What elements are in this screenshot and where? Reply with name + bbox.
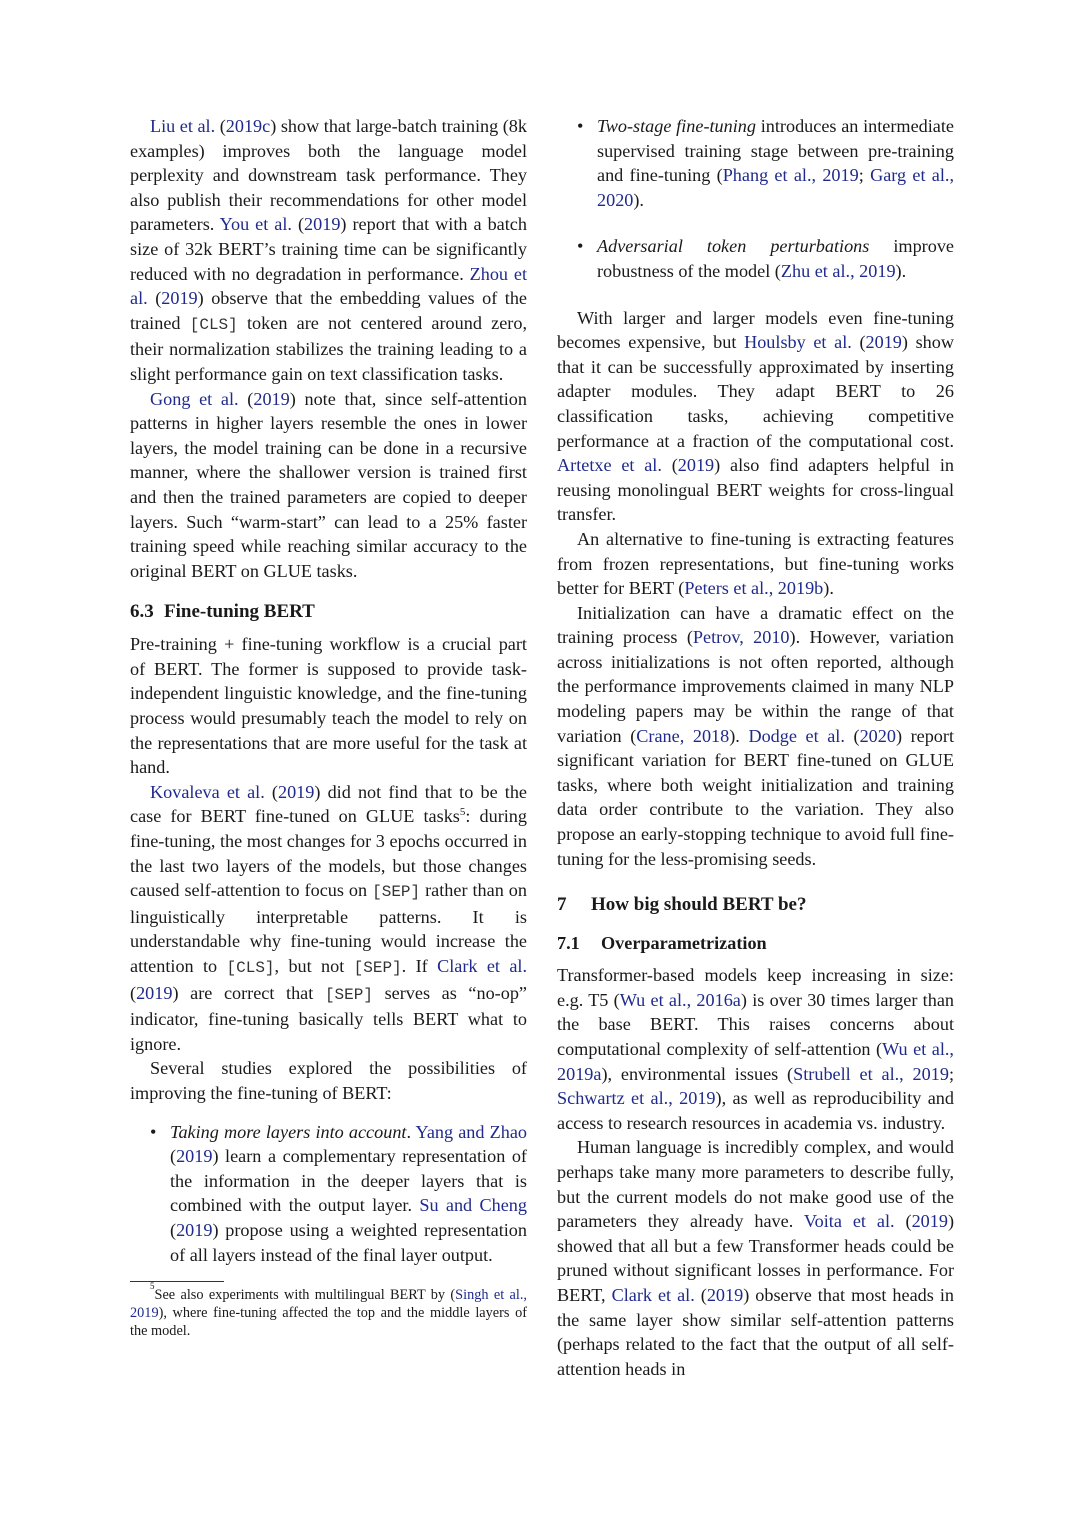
text: are correct that — [178, 982, 325, 1003]
text: ). — [729, 725, 749, 746]
paragraph-model-size — [557, 963, 954, 1135]
citation-link[interactable]: Crane, 2018 — [636, 725, 730, 746]
citation-year-link[interactable]: 2019 — [677, 455, 715, 476]
text: ; — [858, 165, 871, 186]
section-heading-6-3 — [130, 600, 527, 624]
text: . If — [401, 956, 438, 976]
citation-link[interactable]: Strubell et al., 2019 — [793, 1063, 949, 1084]
paragraph-adapters: With larger and larger models even fine-tuning becomes expensive, but Houlsby et al. (2019) show that it can be successfully approximated by inserting adapter modules. They adapt BERT to 26 classification tasks, achieving competitive performance at a fraction of the computational cost. Artetxe et al. (2019) also find adapters helpful in reusing monolingual BERT weights for cross-lingual transfer. — [557, 307, 954, 525]
text: token are not centered around zero, their normalization stabilizes the training leading to a slight performance gain on text classification tasks. — [130, 312, 527, 384]
citation-link[interactable]: Clark et al. — [611, 1284, 695, 1305]
text: Initialization can have a dramatic effect on the training process ( — [557, 602, 954, 648]
citation-link[interactable]: Kovaleva et al. — [150, 781, 265, 802]
citation-year-link[interactable]: 2019 — [706, 1284, 744, 1305]
section-title: Overparametrization — [601, 933, 767, 954]
text: ). However, variation across initializations is not often reported, although the performance improvements claimed in many NLP modeling papers may be within the range of that variation ( — [557, 627, 954, 746]
paragraph-large-batch: Liu et al. (2019c) show that large-batch training (8k examples) improves both the language model perplexity and downstream task performance. They also publish their recommendations for other model parameters. You et al. (2019) report that with a batch size of 32k BERT’s training time can be significantly reduced with no degradation in performance. Zhou et al. (2019) observe that the embedding values of the trained [CLS] token are not centered around zero, their normalization stabilizes the training leading to a slight performance gain on text classification tasks. — [130, 116, 527, 384]
bullet-icon: • — [577, 116, 584, 136]
section-title: Fine-tuning BERT — [164, 601, 315, 623]
footnote-marker[interactable]: 5 — [459, 806, 466, 819]
text: An alternative to fine-tuning is extracting features from frozen representations, but fine-tuning works better for BERT ( — [557, 528, 954, 599]
section-heading-7-1 — [557, 931, 954, 955]
citation-year-link[interactable]: 2019 — [304, 214, 341, 235]
text: introduces an intermediate supervised training stage between pre-training and fine-tuning ( — [597, 116, 954, 186]
citation-year-link[interactable]: 2019 — [176, 1219, 213, 1240]
bullet-item-two-stage — [557, 114, 954, 212]
citation-link[interactable]: Peters et al., 2019b — [684, 578, 824, 599]
text: ; — [948, 1063, 954, 1084]
text: show that it can be successfully approximated by inserting adapter modules. They adapt BERT to 26 classification tasks, achieving competitive performance at a fraction of the computational cost. — [557, 332, 954, 451]
text: Human language is incredibly complex, and would perhaps take many more parameters to describe fully, but the current models do not make good use of the parameters they already have. — [557, 1137, 954, 1232]
token-code: [CLS] — [189, 315, 238, 334]
emphasis-text: Adversarial token perturbations — [597, 236, 870, 257]
paragraph-initialization: Initialization can have a dramatic effect on the training process (Petrov, 2010). However, variation across initializations is not often reported, although the performance improvements claimed in many NLP modeling papers may be within the range of that variation (Crane, 2018). Dodge et al. (2020) report significant variation for BERT fine-tuned on GLUE tasks, where both weight initialization and training data order contribute to the variation. They also propose an early-stopping technique to avoid full fine-tuning for the less-promising seeds. — [557, 602, 955, 869]
text: , but not — [274, 956, 354, 976]
section-title: How big should BERT be? — [591, 894, 807, 916]
text: also find adapters helpful in reusing monolingual BERT weights for cross-lingual transfer. — [557, 455, 954, 525]
text: observe that the embedding values of the trained — [130, 288, 527, 333]
bullet-item-adversarial — [557, 234, 954, 283]
citation-link[interactable]: Clark et al. — [437, 956, 527, 976]
footnote-number: 5 — [150, 1281, 155, 1292]
text: With larger and larger models even fine-tuning becomes expensive, but — [557, 307, 954, 353]
paragraph-studies-intro: Several studies explored the possibilities of improving the fine-tuning of BERT: — [130, 1058, 527, 1103]
citation-link[interactable]: Yang and Zhao — [415, 1121, 528, 1142]
text: ), as well as reproducibility and access to research resources in academia vs. industry. — [557, 1088, 954, 1133]
text: See also experiments with multilingual BERT by ( — [154, 1287, 456, 1304]
citation-link[interactable]: Zhou et al. — [130, 263, 527, 309]
right-column — [557, 114, 954, 1381]
text: serves as “no-op” indicator, fine-tuning basically tells BERT what to ignore. — [130, 982, 527, 1054]
citation-link[interactable]: Zhu et al., 2019 — [780, 260, 896, 281]
text: did not find that to be the case for BERT fine-tuned on GLUE tasks — [130, 781, 528, 827]
text: report that with a batch size of 32k BERT’s training time can be significantly reduced with no degradation in performance. — [130, 214, 527, 284]
citation-year-link[interactable]: 2020 — [859, 725, 896, 746]
citation-link[interactable]: Gong et al. — [150, 388, 239, 409]
citation-year-link[interactable]: 2019 — [136, 982, 173, 1003]
citation-link[interactable]: Singh et al., 2019 — [130, 1287, 527, 1322]
citation-link[interactable]: Su and Cheng — [419, 1195, 527, 1216]
footnote-divider — [130, 1281, 224, 1282]
left-column — [130, 114, 527, 1340]
text: showed that all but a few Transformer heads could be pruned without significant losses in performance. For BERT, — [557, 1235, 954, 1305]
emphasis-text: Taking more layers into account — [170, 1121, 407, 1142]
citation-link[interactable]: Artetxe et al. — [557, 455, 662, 476]
bullet-list — [130, 1120, 527, 1268]
paragraph-frozen-features — [557, 527, 954, 601]
section-number: 7 — [557, 894, 567, 916]
footnote-5 — [130, 1281, 527, 1340]
citation-link[interactable]: Wu et al., 2019a — [557, 1039, 954, 1084]
text: ), environmental issues ( — [601, 1063, 794, 1084]
token-code: [SEP] — [372, 883, 421, 902]
text: observe that most heads in the same layer show similar self-attention patterns (perhaps related to the fact that the output of all self-attention heads in — [557, 1284, 954, 1379]
citation-link[interactable]: Wu et al., 2016a — [619, 989, 741, 1010]
citation-year-link[interactable]: 2019 — [277, 781, 315, 802]
citation-link[interactable]: Dodge et al. — [748, 725, 845, 746]
paragraph-pretraining-workflow: Pre-training + fine-tuning workflow is a crucial part of BERT. The former is supposed to provide task-independent linguistic knowledge, and the fine-tuning process would presumably teach the model to rely on the representations that are more useful for the task at hand. — [130, 634, 527, 778]
citation-year-link[interactable]: 2019 — [253, 388, 290, 409]
citation-year-link[interactable]: 2019c — [225, 116, 271, 136]
text: ). — [633, 189, 644, 210]
citation-year-link[interactable]: 2019 — [161, 288, 198, 309]
citation-link[interactable]: Schwartz et al., 2019 — [557, 1088, 716, 1109]
section-heading-7 — [557, 893, 954, 917]
token-code: [SEP] — [353, 959, 402, 977]
paragraph-kovaleva: Kovaleva et al. (2019) did not find that to be the case for BERT fine-tuned on GLUE tasks$^5$: during fine-tuning, the most changes for 3 epochs occurred in the last two layers of the models, but those changes caused self-attention to focus on [SEP] rather than on linguistically interpretable patterns. It is understandable why fine-tuning would increase the attention to [CLS], but not [SEP]. If Clark et al. (2019) are correct that [SEP] serves as “no-op” indicator, fine-tuning basically tells BERT what to ignore. — [130, 781, 528, 1054]
text: report significant variation for BERT fine-tuned on GLUE tasks, where both weight initialization and training data order contribute to the variation. They also propose an early-stopping technique to avoid full fine-tuning for the less-promising seeds. — [557, 725, 955, 869]
text: learn a complementary representation of the information in the deeper layers that is combined with the output layer. — [170, 1146, 527, 1216]
citation-year-link[interactable]: 2019 — [865, 332, 902, 353]
bullet-item-more-layers: • Taking more layers into account. Yang and Zhao (2019) learn a complementary representation of the information in the deeper layers that is combined with the output layer. Su and Cheng (2019) propose using a weighted representation of all layers instead of the final layer output. — [150, 1121, 528, 1265]
citation-year-link[interactable]: 2019 — [176, 1146, 213, 1167]
text: . — [406, 1121, 416, 1142]
section-number: 6.3 — [130, 601, 154, 623]
text: ). — [823, 578, 834, 599]
citation-link[interactable]: Houlsby et al. — [744, 332, 852, 353]
token-code: [SEP] — [324, 985, 373, 1004]
text: propose using a weighted representation of all layers instead of the final layer output. — [170, 1219, 527, 1265]
text: ) is over 30 times larger than the base BERT. This raises concerns about computational complexity of self-attention ( — [557, 989, 954, 1059]
text: ), where fine-tuning affected the top and the middle layers of the model. — [130, 1305, 527, 1340]
bullet-icon: • — [150, 1121, 157, 1142]
text: : during fine-tuning, the most changes for 3 epochs occurred in the last two layers of the models, but those changes caused self-attention to focus on — [130, 806, 527, 901]
citation-link[interactable]: Phang et al., 2019 — [722, 165, 859, 186]
text: show that large-batch training (8k examples) improves both the language model perplexity and downstream task performance. They also publish their recommendations for other model parameters. — [130, 116, 527, 235]
citation-link[interactable]: Garg et al., 2020 — [597, 165, 954, 210]
text: rather than on linguistically interpretable patterns. It is understandable why fine-tuning would increase the attention to — [130, 880, 527, 976]
bullet-icon: • — [577, 236, 584, 257]
text: Transformer-based models keep increasing in size: e.g. T5 ( — [557, 965, 954, 1010]
paragraph-human-language: Human language is incredibly complex, and would perhaps take many more parameters to describe fully, but the current models do not make good use of the parameters they already have. Voita et al. (2019) showed that all but a few Transformer heads could be pruned without significant losses in performance. For BERT, Clark et al. (2019) observe that most heads in the same layer show similar self-attention patterns (perhaps related to the fact that the output of all self-attention heads in — [557, 1137, 954, 1379]
token-code: [CLS] — [226, 959, 275, 977]
emphasis-text: Two-stage fine-tuning — [597, 116, 756, 136]
text: improve robustness of the model ( — [597, 236, 954, 281]
section-number: 7.1 — [557, 933, 580, 954]
citation-link[interactable]: You et al. — [219, 214, 292, 235]
paragraph-warm-start: Gong et al. (2019) note that, since self-attention patterns in higher layers resemble the ones in lower layers, the model training can be done in a recursive manner, where the shallower version is trained first and then the trained parameters are copied to deeper layers. Such “warm-start” can lead to a 25% faster training speed while reaching similar accuracy to the original BERT on GLUE tasks. — [130, 388, 527, 581]
citation-year-link[interactable]: 2019 — [911, 1211, 948, 1232]
citation-link[interactable]: Liu et al. — [150, 116, 216, 136]
citation-link[interactable]: Petrov, 2010 — [692, 627, 790, 648]
bullet-list — [557, 114, 954, 284]
text: ). — [895, 260, 907, 281]
citation-link[interactable]: Voita et al. — [803, 1211, 895, 1232]
text: note that, since self-attention patterns in higher layers resemble the ones in lower layers, the model training can be done in a recursive manner, where the shallower version is trained first and then the trained parameters are copied to deeper layers. Such “warm-start” can lead to a 25% faster training speed while reaching similar accuracy to the original BERT on GLUE tasks. — [130, 388, 527, 581]
